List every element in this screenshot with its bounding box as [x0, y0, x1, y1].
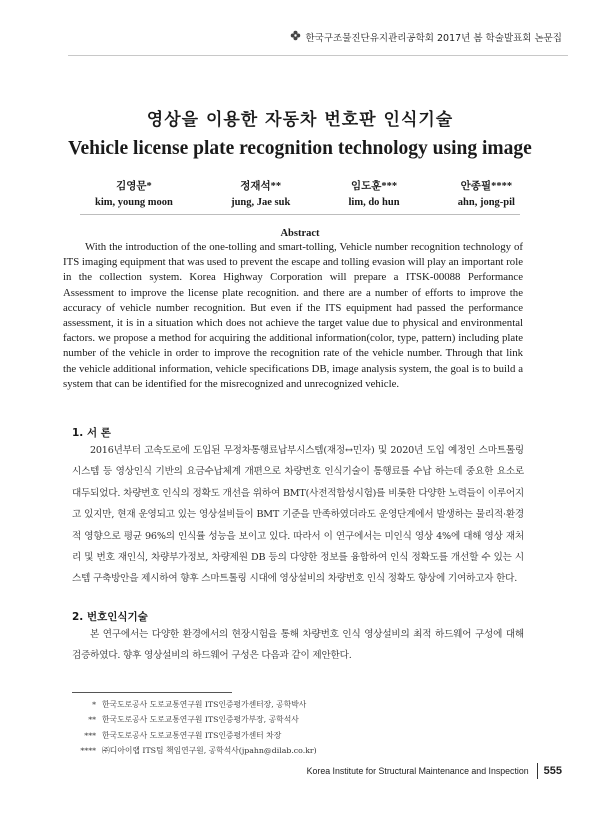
author-name-en: jung, Jae suk [231, 197, 291, 208]
author-name-en: lim, do hun [348, 197, 400, 208]
section-2-body: 본 연구에서는 다양한 환경에서의 현장시험을 통해 차량번호 인식 영상설비의 최적 하드웨어 구성에 대해 검증하였다. 향후 영상설비의 하드웨어 구성은 다음과 같이 제안한다. [72, 629, 524, 662]
footnote-text: ㈜디아이랩 ITS팀 책임연구원, 공학석사(jpahn@dilab.co.kr) [102, 746, 317, 756]
footnote-divider [72, 692, 232, 693]
footnote-mark: *** [84, 730, 96, 740]
author-3 [349, 179, 400, 211]
author-4 [458, 179, 515, 211]
page-footer [307, 763, 562, 779]
footer-text: Korea Institute for Structural Maintenance and Inspection [306, 766, 529, 776]
section-1-heading: 1. 서 론 [72, 427, 111, 439]
abstract-body: With the introduction of the one-tolling and smart-tolling, Vehicle number recognition technology of ITS imaging equipment that was used to prevent the escape and tolling evasion will play an important role in the collection system. Korea Highway Corporation will prepare a ITSK-00088 Performance Assessment to improve the license plate recognition. and there are a number of efforts to improve the accuracy of vehicle number recognition. But even if the ITS equipment had passed the performance assessment, it is in a situation which does not achieve the target value due to physical and environmental factors. we propose a method for acquiring the additional information(color, type, pattern) including plate number of the vehicle in order to improve the recognition rate of the vehicle number. Through that link the vehicle additional information, vehicle specifications DB, image analysis system, the goal is to build a system that can be identified for the misrecognized and unrecognized vehicle. [63, 241, 523, 390]
author-2 [231, 179, 290, 211]
title-english: Vehicle license plate recognition technology using image [68, 138, 532, 159]
author-name-ko: 김영문* [116, 181, 152, 192]
footnote-4 [70, 743, 317, 758]
flower-icon [290, 30, 301, 44]
footnote-2 [70, 712, 317, 727]
footnote-text: 한국도로공사 도로교통연구원 ITS인증평가부장, 공학석사 [102, 715, 299, 725]
author-name-en: kim, young moon [95, 197, 173, 208]
title-korean: 영상을 이용한 자동차 번호판 인식기술 [146, 110, 454, 130]
page-number: 555 [543, 765, 562, 777]
author-name-en: ahn, jong-pil [457, 197, 515, 208]
footnote-mark: **** [80, 746, 96, 756]
section-1-body: 2016년부터 고속도로에 도입된 무정차통행료납부시스템(재정↔민자) 및 2020년 도입 예정인 스마트톨링 시스템 등 영상인식 기반의 요금수납체계 개편으로 차량번호 인식기술이 통행료를 수납 하는데 중요한 요소로 대두되었다. 차량번호 인식의 정확도 개선을 위하여 BMT(사전적합성시험)를 비롯한 다양한 노력들이 이루어지고 있지만, 현재 운영되고 있는 영상설비들이 BMT 기준을 만족하였더라도 운영단계에서 발생하는 물리적·환경적 영향으로 평균 96%의 인식률 성능을 보이고 있다. 따라서 이 연구에서는 미인식 영상 4%에 대해 영상 재처리 및 번호 재인식, 차량부가정보, 차량제원 DB 등의 다양한 정보를 융합하여 인식 정확도를 개선할 수 있는 시스템 구축방안을 제시하여 향후 스마트톨링 시대에 영상설비의 차량번호 인식 정확도 향상에 기여하고자 한다. [72, 445, 524, 585]
running-header [290, 30, 562, 44]
footnote-mark: ** [88, 715, 96, 725]
header-text: 한국구조물진단유지관리공학회 2017년 봄 학술발표회 논문집 [305, 33, 562, 44]
footnote-text: 한국도로공사 도로교통연구원 ITS인증평가센터장, 공학박사 [102, 700, 307, 709]
footnote-mark: * [92, 700, 96, 709]
header-divider [68, 55, 568, 56]
abstract-heading: Abstract [280, 228, 320, 239]
section-2-heading: 2. 번호인식기술 [72, 611, 148, 623]
author-name-ko: 안종필**** [460, 181, 513, 192]
author-1 [95, 179, 173, 211]
authors-divider [80, 214, 520, 215]
footnote-text: 한국도로공사 도로교통연구원 ITS인증평가센터 차장 [102, 730, 282, 740]
footnote-1 [70, 697, 317, 712]
footnote-3 [70, 728, 317, 743]
author-list [95, 179, 515, 211]
author-name-ko: 임도훈*** [350, 181, 398, 192]
footnotes [70, 697, 317, 759]
author-name-ko: 정재석** [240, 181, 282, 192]
footer-divider [537, 763, 538, 779]
